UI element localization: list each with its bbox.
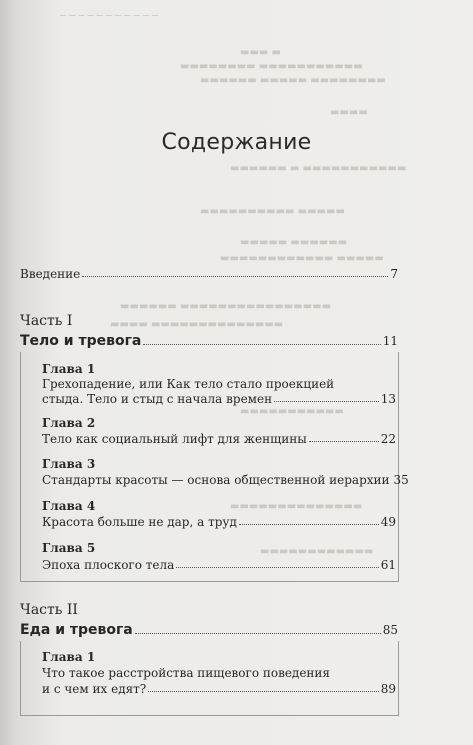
toc-entry-chapter[interactable] (42, 682, 396, 696)
chapter-title-line[interactable]: Грехопадение, или Как тело стало проекцией (42, 377, 335, 391)
toc-entry-part-1[interactable] (20, 333, 398, 349)
toc-entry-intro[interactable] (20, 267, 398, 281)
toc-page-number: 89 (380, 682, 396, 696)
chapter-title-line: Красота больше не дар, а труд (42, 515, 237, 529)
toc-entry-label: Введение (20, 267, 81, 281)
toc-entry-part-2[interactable] (20, 622, 398, 638)
toc-page-number: 61 (380, 558, 396, 572)
show-through-text: ▬▬▬▬ (330, 107, 368, 118)
show-through-text: ▬▬▬▬▬▬ ▬▬▬▬▬ ▬▬▬▬▬▬▬▬ (200, 75, 386, 86)
chapter-label: Глава 5 (42, 541, 96, 555)
toc-entry-chapter[interactable] (42, 392, 396, 406)
leader-dots (82, 276, 388, 277)
show-through-text: ▬▬▬▬▬▬▬▬▬▬▬▬ (260, 546, 374, 557)
part-title: Тело и тревога (20, 333, 142, 349)
show-through-text: ▬▬▬▬▬▬▬▬▬▬ ▬▬▬▬▬ (200, 206, 345, 217)
show-through-text: ─ ─ ─ ─ ─ ─ ─ ─ ─ ─ ─ (60, 11, 159, 22)
show-through-text: ▬▬▬▬ ▬▬▬▬▬▬▬▬▬▬▬▬▬▬ (110, 319, 284, 330)
part-label: Часть I (20, 313, 73, 329)
toc-entry-chapter[interactable] (42, 515, 396, 529)
toc-page-number: 13 (380, 392, 396, 406)
chapter-title-line: Эпоха плоского тела (42, 558, 175, 572)
show-through-text: ▬▬▬▬▬▬▬▬▬▬▬▬ ▬▬▬▬▬ (220, 253, 384, 264)
toc-page-number: 11 (382, 334, 398, 348)
show-through-text: ▬▬▬▬▬▬ ▬ ▬▬▬▬▬▬▬▬▬▬▬ (230, 163, 407, 174)
leader-dots (239, 524, 379, 525)
toc-page-number: 35 (393, 473, 409, 487)
chapter-title-line: стыда. Тело и стыд с начала времен (42, 392, 273, 406)
leader-dots (176, 567, 378, 568)
chapter-title-line: Стандарты красоты — основа общественной иерархии (42, 473, 390, 487)
chapter-label: Глава 2 (42, 416, 96, 430)
part-title: Еда и тревога (20, 622, 133, 638)
leader-dots (274, 401, 379, 402)
chapter-label: Глава 4 (42, 499, 96, 513)
toc-page-number: 7 (390, 267, 398, 281)
leader-dots (148, 691, 378, 692)
toc-entry-chapter[interactable] (42, 432, 396, 446)
chapter-title-line: Тело как социальный лифт для женщины (42, 432, 307, 446)
toc-entry-chapter[interactable] (42, 473, 409, 487)
toc-page-number: 49 (380, 515, 396, 529)
leader-dots (309, 441, 379, 442)
show-through-text: ▬▬▬▬▬ ▬▬▬▬▬▬ (240, 237, 348, 248)
toc-entry-chapter[interactable] (42, 558, 396, 572)
chapter-title-line[interactable]: Что такое расстройства пищевого поведения (42, 666, 330, 680)
page-title: Содержание (161, 130, 312, 155)
toc-page-number: 85 (382, 623, 398, 637)
show-through-text: ▬▬▬ ▬ (240, 47, 281, 58)
chapter-label: Глава 1 (42, 362, 96, 376)
show-through-text: ▬▬▬▬▬▬▬▬▬▬▬▬▬▬ (230, 501, 363, 512)
part-label: Часть II (20, 602, 78, 618)
toc-page-number: 22 (380, 432, 396, 446)
leader-dots (143, 344, 380, 345)
show-through-text: ▬▬▬▬▬▬▬▬ ▬▬▬▬▬▬▬▬▬▬▬ (180, 61, 363, 72)
chapter-label: Глава 1 (42, 650, 96, 664)
show-through-text: ▬▬▬▬▬▬▬▬▬▬▬ (240, 406, 344, 417)
leader-dots (135, 633, 381, 634)
show-through-text: ▬▬▬▬▬▬ ▬▬▬▬▬▬▬▬▬▬▬▬▬▬▬▬ (120, 301, 332, 312)
chapter-title-line: и с чем их едят? (42, 682, 147, 696)
chapter-label: Глава 3 (42, 457, 96, 471)
